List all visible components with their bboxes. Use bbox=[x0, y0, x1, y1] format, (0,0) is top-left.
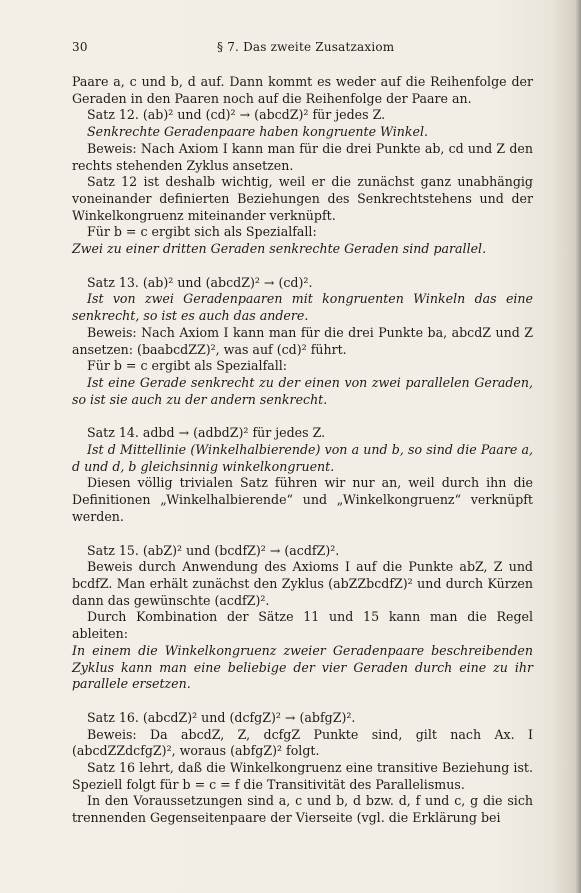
corollary: Zwei zu einer dritten Geraden senkrechte Geraden sind parallel. bbox=[72, 241, 487, 257]
rule: In einem die Winkelkongruenz zweier Geradenpaare beschreibenden Zyklus kann man eine beliebige der vier Geraden durch eine zu ihr parallele ersetzen. bbox=[72, 642, 533, 692]
paragraph: Für b = c ergibt als Spezialfall: bbox=[87, 358, 288, 374]
spacer bbox=[72, 408, 533, 425]
theorem-statement: Satz 15. (abZ)² und (bcdfZ)² → (acdfZ)². bbox=[87, 542, 340, 558]
theorem-text: Ist d Mittellinie (Winkelhalbierende) von a und b, so sind die Paare a, d und d, b gleichsinnig winkelkongruent. bbox=[72, 442, 533, 474]
theorem-statement: Satz 13. (ab)² und (abcdZ)² → (cd)². bbox=[87, 274, 313, 290]
paragraph: Paare a, c und b, d auf. Dann kommt es weder auf die Reihenfolge der Geraden in den Paaren noch auf die Reihenfolge der Paare an. bbox=[72, 74, 533, 106]
proof: Beweis: Nach Axiom I kann man für die drei Punkte ab, cd und Z den rechts stehenden Zyklus ansetzen. bbox=[72, 140, 533, 173]
paragraph: Diesen völlig trivialen Satz führen wir nur an, weil durch ihn die Definitionen „Winkelhalbierende“ und „Winkelkongruenz“ verknüpft werden. bbox=[72, 475, 533, 524]
spacer bbox=[72, 258, 533, 275]
page-number: 30 bbox=[72, 40, 88, 54]
paragraph: Satz 16 lehrt, daß die Winkelkongruenz eine transitive Beziehung ist. Speziell folgt für b = c = f die Transitivität des Parallelismus. bbox=[72, 760, 533, 792]
spacer bbox=[72, 693, 533, 710]
paragraph: Für b = c ergibt sich als Spezialfall: bbox=[87, 224, 317, 240]
theorem-text: Ist von zwei Geradenpaaren mit kongruenten Winkeln das eine senkrecht, so ist es auch das andere. bbox=[72, 291, 533, 324]
theorem-statement: Satz 12. (ab)² und (cd)² → (abcdZ)² für jedes Z. bbox=[87, 107, 386, 123]
proof: Beweis: Da abcdZ, Z, dcfgZ Punkte sind, gilt nach Ax. I (abcdZZdcfgZ)², woraus (abfgZ)² folgt. bbox=[72, 726, 533, 759]
theorem-statement: Satz 14. adbd → (adbdZ)² für jedes Z. bbox=[87, 425, 326, 441]
page-edge-shadow bbox=[575, 0, 581, 893]
corollary: Ist eine Gerade senkrecht zu der einen von zwei parallelen Geraden, so ist sie auch zu der andern senkrecht. bbox=[72, 374, 533, 407]
theorem-text: Senkrechte Geradenpaare haben kongruente Winkel. bbox=[87, 124, 429, 140]
page-body bbox=[72, 74, 533, 827]
theorem-statement: Satz 16. (abcdZ)² und (dcfgZ)² → (abfgZ)². bbox=[87, 709, 356, 725]
proof: Beweis: Nach Axiom I kann man für die drei Punkte ba, abcdZ und Z ansetzen: (baabcdZZ)², was auf (cd)² führt. bbox=[72, 324, 533, 357]
spacer bbox=[72, 526, 533, 543]
paragraph: In den Voraussetzungen sind a, c und b, d bzw. d, f und c, g die sich trennenden Gegenseitenpaare der Vierseite (vgl. die Erklärung bei bbox=[72, 793, 533, 826]
proof: Beweis durch Anwendung des Axioms I auf die Punkte abZ, Z und bcdfZ. Man erhält zunächst den Zyklus (abZZbcdfZ)² und durch Kürzen dann das gewünschte (acdfZ)². bbox=[72, 559, 533, 608]
paragraph: Durch Kombination der Sätze 11 und 15 kann man die Regel ableiten: bbox=[72, 609, 533, 642]
running-head: § 7. Das zweite Zusatzaxiom bbox=[217, 40, 395, 54]
paragraph: Satz 12 ist deshalb wichtig, weil er die zunächst ganz unabhängig voneinander definierten Beziehungen des Senkrechtstehens und der Winkelkongruenz miteinander verknüpft. bbox=[72, 174, 533, 223]
